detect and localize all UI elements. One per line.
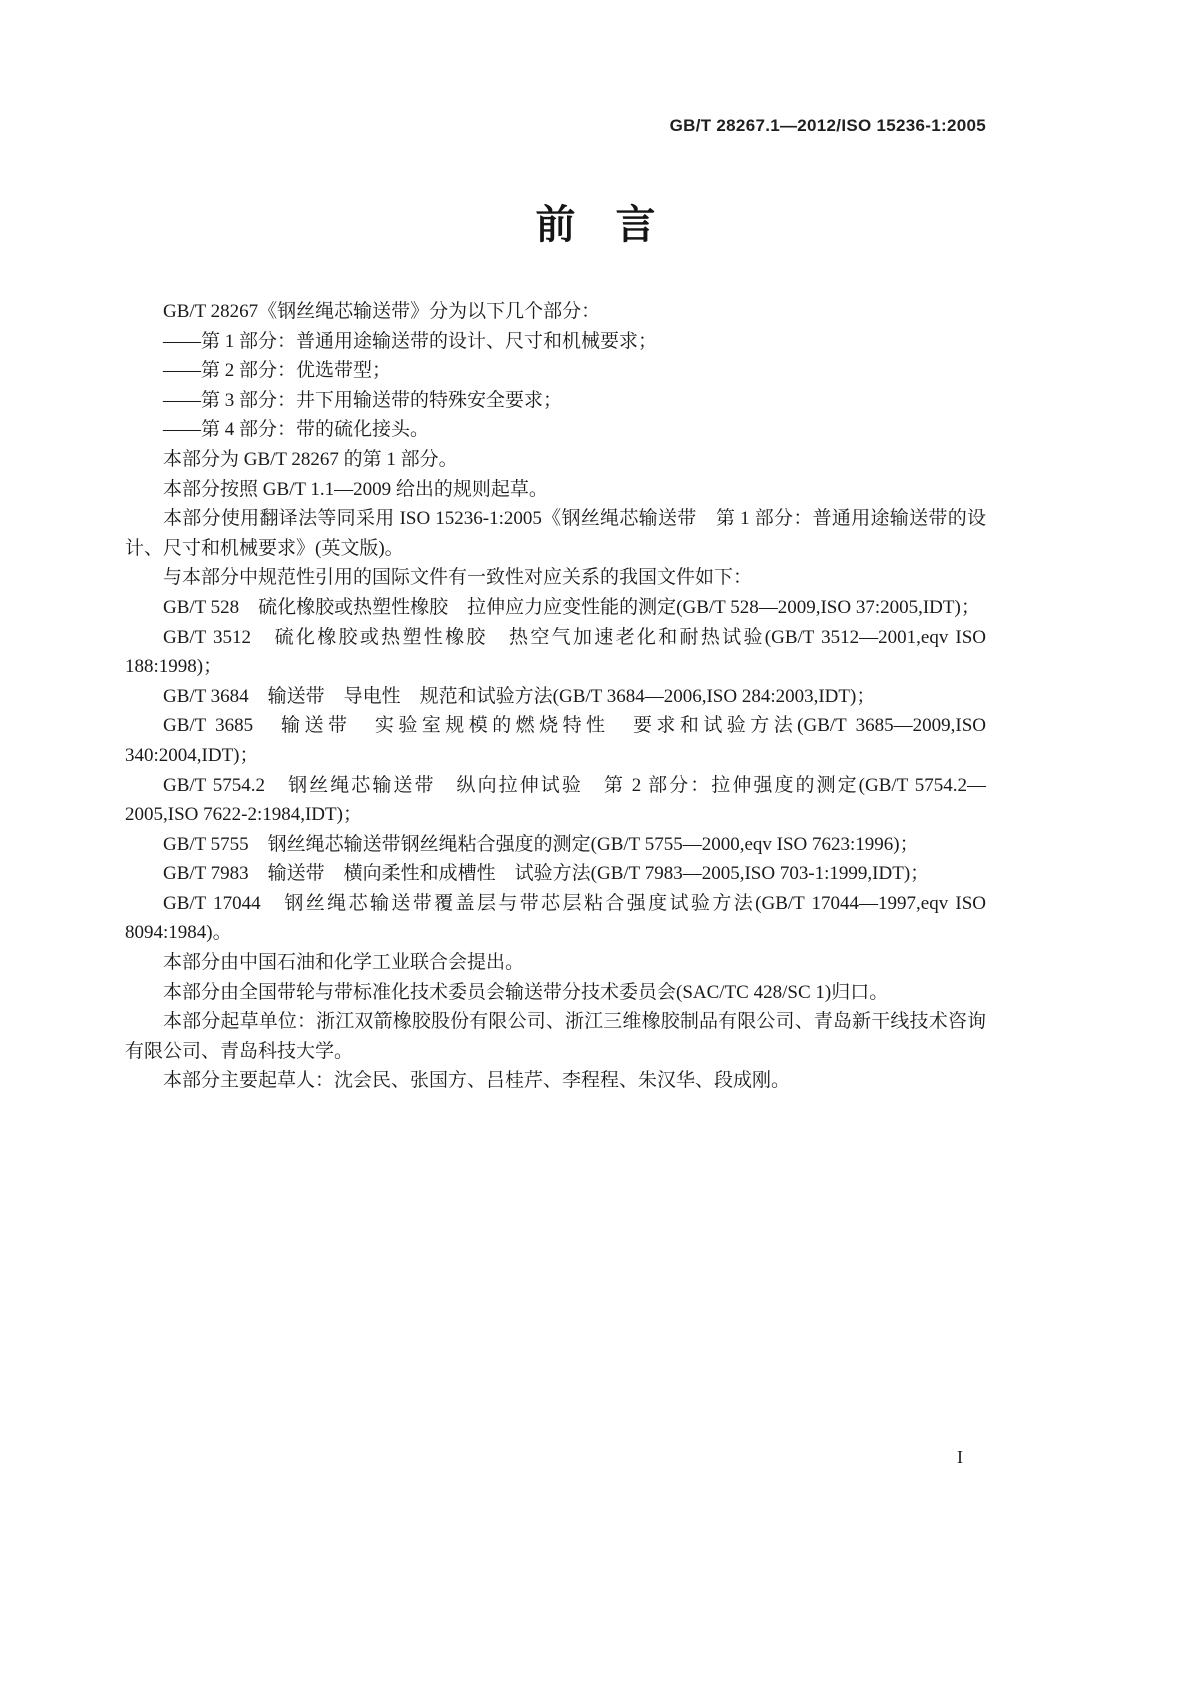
referenced-standard-item: GB/T 7983 输送带 横向柔性和成槽性 试验方法(GB/T 7983—2005,ISO 703-1:1999,IDT)； [163, 863, 930, 885]
foreword-part-item: ——第 2 部分：优选带型； [163, 360, 392, 382]
foreword-paragraph: 本部分为 GB/T 28267 的第 1 部分。 [163, 448, 458, 470]
foreword-paragraph: 本部分使用翻译法等同采用 ISO 15236-1:2005《钢丝绳芯输送带 第 1 部分：普通用途输送带的设计、尺寸和机械要求》(英文版)。 [125, 508, 986, 559]
referenced-standard-item: GB/T 3684 输送带 导电性 规范和试验方法(GB/T 3684—2006,ISO 284:2003,IDT)； [163, 685, 876, 707]
foreword-paragraph: 本部分起草单位：浙江双箭橡胶股份有限公司、浙江三维橡胶制品有限公司、青岛新干线技术咨询有限公司、青岛科技大学。 [125, 1011, 986, 1062]
foreword-paragraph: 本部分由中国石油和化学工业联合会提出。 [163, 952, 525, 974]
foreword-paragraph: 本部分按照 GB/T 1.1—2009 给出的规则起草。 [163, 478, 548, 500]
referenced-standard-item: GB/T 17044 钢丝绳芯输送带覆盖层与带芯层粘合强度试验方法(GB/T 17044—1997,eqv ISO 8094:1984)。 [125, 892, 986, 944]
standard-number-header: GB/T 28267.1—2012/ISO 15236-1:2005 [669, 116, 986, 135]
referenced-standard-item: GB/T 5754.2 钢丝绳芯输送带 纵向拉伸试验 第 2 部分：拉伸强度的测定(GB/T 5754.2—2005,ISO 7622-2:1984,IDT)； [125, 774, 986, 826]
foreword-paragraph: 与本部分中规范性引用的国际文件有一致性对应关系的我国文件如下： [163, 567, 753, 589]
foreword-paragraph: 本部分主要起草人：沈会民、张国方、吕桂芹、李程程、朱汉华、段成刚。 [163, 1070, 791, 1092]
referenced-standard-item: GB/T 528 硫化橡胶或热塑性橡胶 拉伸应力应变性能的测定(GB/T 528—2009,ISO 37:2005,IDT)； [163, 596, 980, 618]
foreword-part-item: ——第 3 部分：井下用输送带的特殊安全要求； [163, 389, 563, 411]
foreword-paragraph: 本部分由全国带轮与带标准化技术委员会输送带分技术委员会(SAC/TC 428/SC 1)归口。 [163, 981, 889, 1003]
foreword-body [125, 297, 986, 1096]
foreword-intro-line: GB/T 28267《钢丝绳芯输送带》分为以下几个部分： [163, 301, 601, 322]
referenced-standard-item: GB/T 5755 钢丝绳芯输送带钢丝绳粘合强度的测定(GB/T 5755—2000,eqv ISO 7623:1996)； [163, 833, 919, 855]
page-number: I [957, 1447, 963, 1467]
foreword-part-item: ——第 4 部分：带的硫化接头。 [163, 419, 430, 441]
referenced-standard-item: GB/T 3512 硫化橡胶或热塑性橡胶 热空气加速老化和耐热试验(GB/T 3512—2001,eqv ISO 188:1998)； [125, 626, 986, 678]
page-title: 前 言 [535, 203, 656, 247]
foreword-part-item: ——第 1 部分：普通用途输送带的设计、尺寸和机械要求； [163, 330, 658, 352]
referenced-standard-item: GB/T 3685 输送带 实验室规模的燃烧特性 要求和试验方法(GB/T 3685—2009,ISO 340:2004,IDT)； [125, 715, 986, 766]
